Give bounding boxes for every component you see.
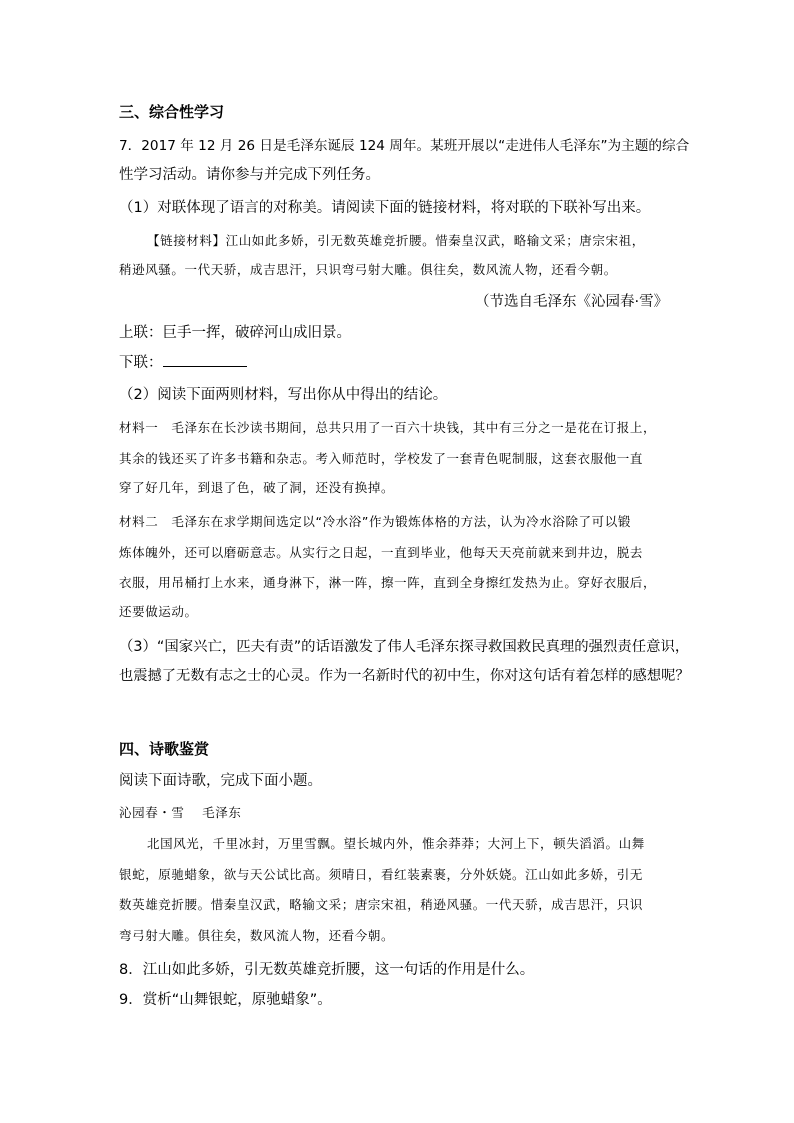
material-1-line-1: 材料一 毛泽东在长沙读书期间，总共只用了一百六十块钱，其中有三分之一是花在订报上， (119, 420, 657, 435)
question-7-line-2: 性学习活动。请你参与并完成下列任务。 (119, 167, 380, 183)
poem-source-note: （节选自毛泽东《沁园春·雪》 (475, 294, 669, 310)
section-3-heading: 三、综合性学习 (119, 103, 225, 121)
subquestion-1: （1）对联体现了语言的对称美。请阅读下面的链接材料，将对联的下联补写出来。 (119, 200, 651, 216)
poem-line-1: 北国风光，千里冰封，万里雪飘。望长城内外，惟余莽莽；大河上下，顿失滔滔。山舞 (147, 836, 645, 851)
couplet-upper: 上联：巨手一挥，破碎河山成旧景。 (119, 325, 351, 341)
poem-line-3: 数英雄竞折腰。惜秦皇汉武，略输文采；唐宗宋祖，稍逊风骚。一代天骄，成吉思汗，只识 (119, 897, 644, 912)
material-2-line-2: 炼体魄外，还可以磨砺意志。从实行之日起，一直到毕业，他每天天亮前就来到井边，脱去 (119, 545, 644, 560)
question-9: 9．赏析“山舞银蛇，原驰蜡象”。 (119, 992, 332, 1008)
material-1-line-3: 穿了好几年，到退了色，破了洞，还没有换掉。 (119, 480, 395, 495)
material-2-line-4: 还要做运动。 (119, 604, 198, 619)
section-4-heading: 四、诗歌鉴赏 (119, 740, 210, 758)
subquestion-3-line-1: （3）“国家兴亡，匹夫有责”的话语激发了伟人毛泽东探寻救国救民真理的强烈责任意识， (119, 639, 690, 655)
question-7-line-1: 7．2017 年 12 月 26 日是毛泽东诞辰 124 周年。某班开展以“走进伟人毛泽东”为主题的综合 (119, 138, 690, 154)
poem-line-2: 银蛇，原驰蜡象，欲与天公试比高。须晴日，看红装素裹，分外妖娆。江山如此多娇，引无 (119, 867, 644, 882)
material-1-line-2: 其余的钱还买了许多书籍和杂志。考入师范时，学校发了一套青色呢制服，这套衣服他一直 (119, 451, 644, 466)
poem-line-4: 弯弓射大雕。俱往矣，数风流人物，还看今朝。 (119, 928, 395, 943)
answer-blank[interactable] (163, 352, 247, 367)
question-8: 8．江山如此多娇，引无数英雄竞折腰，这一句话的作用是什么。 (119, 962, 535, 978)
couplet-lower-label: 下联： (119, 355, 163, 371)
section-4-intro: 阅读下面诗歌，完成下面小题。 (119, 773, 322, 789)
link-material-line-2: 稍逊风骚。一代天骄，成吉思汗，只识弯弓射大雕。俱往矣，数风流人物，还看今朝。 (119, 262, 617, 277)
material-2-line-3: 衣服，用吊桶打上水来，通身淋下，淋一阵，擦一阵，直到全身擦红发热为止。穿好衣服后， (119, 575, 657, 590)
couplet-lower (119, 351, 247, 372)
link-material-line-1: 【链接材料】江山如此多娇，引无数英雄竞折腰。惜秦皇汉武，略输文采；唐宗宋祖， (147, 233, 645, 248)
poem-title: 沁园春・雪 毛泽东 (119, 805, 242, 820)
material-2-line-1: 材料二 毛泽东在求学期间选定以“冷水浴”作为锻炼体格的方法，认为冷水浴除了可以锻 (119, 514, 631, 529)
subquestion-3-line-2: 也震撼了无数有志之士的心灵。作为一名新时代的初中生，你对这句话有着怎样的感想呢？ (119, 668, 690, 684)
subquestion-2: （2）阅读下面两则材料，写出你从中得出的结论。 (119, 387, 448, 403)
